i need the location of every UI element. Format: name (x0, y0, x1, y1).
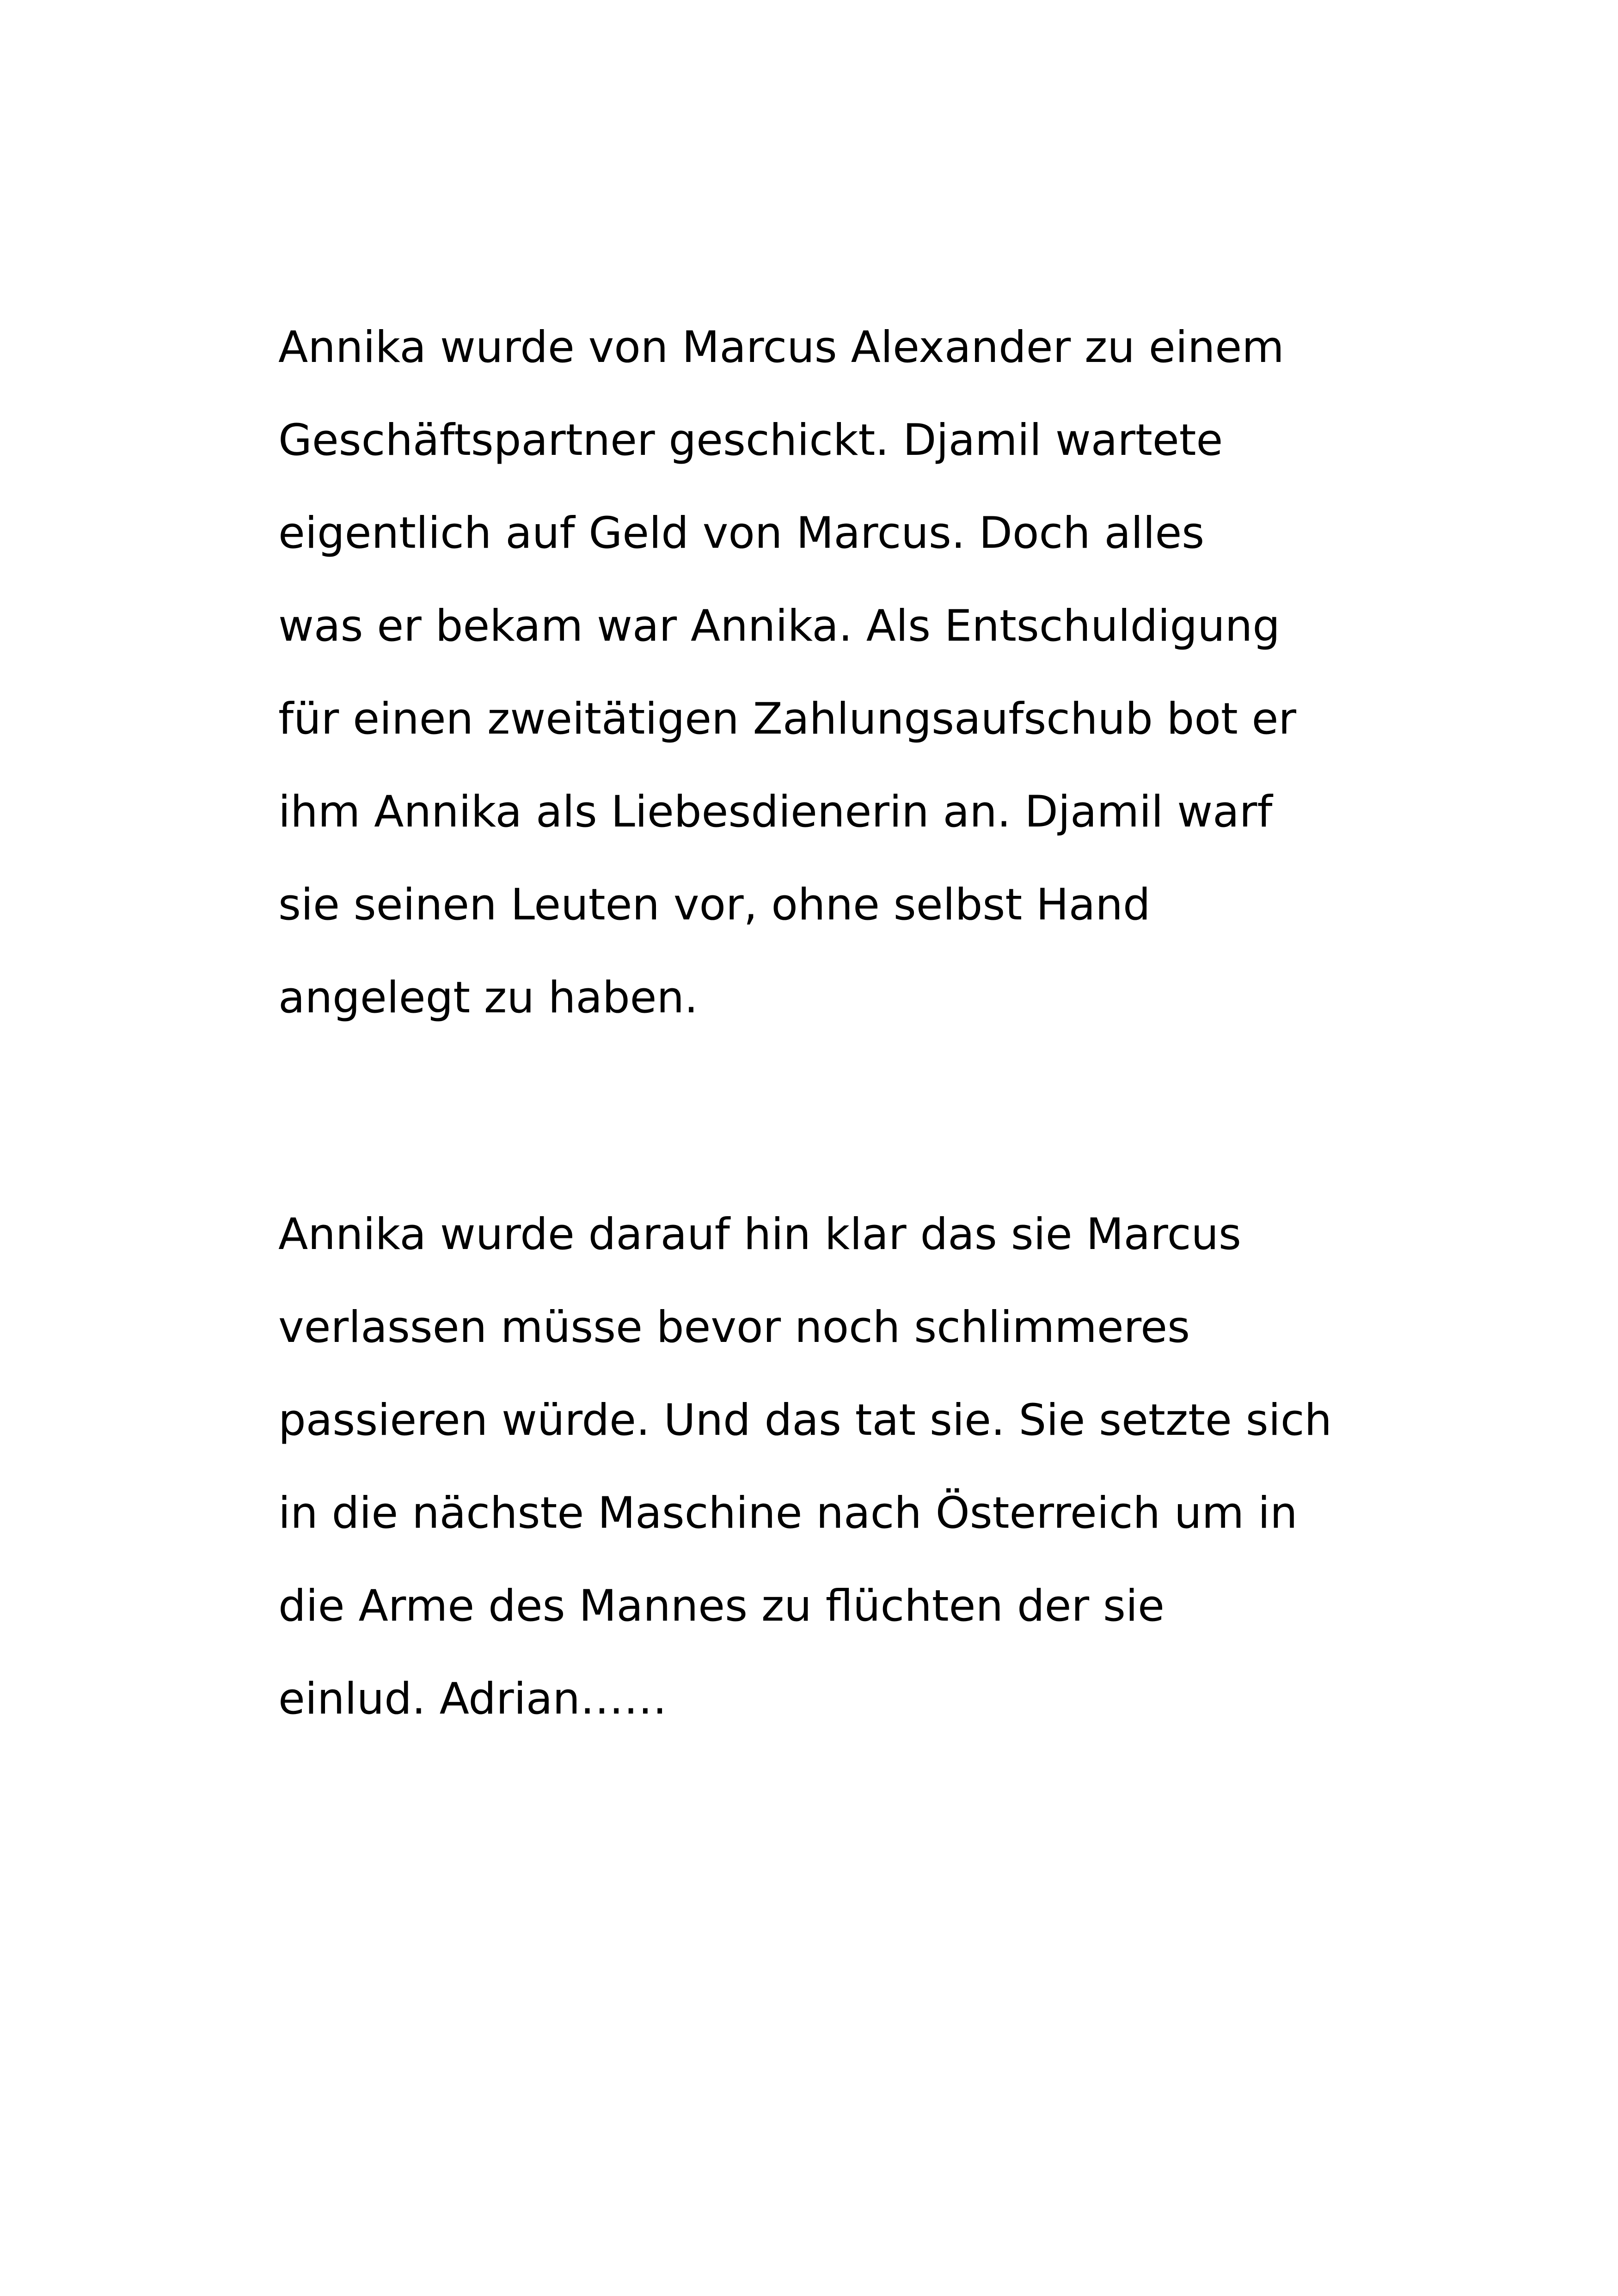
text-line: angelegt zu haben. (278, 973, 698, 1023)
text-line: Annika wurde darauf hin klar das sie Marcus (278, 1209, 1242, 1260)
text-line: eigentlich auf Geld von Marcus. Doch alles (278, 508, 1205, 558)
text-line: ihm Annika als Liebesdienerin an. Djamil warf (278, 787, 1273, 837)
text-line: Geschäftspartner geschickt. Djamil wartete (278, 415, 1223, 465)
text-line: die Arme des Mannes zu flüchten der sie (278, 1581, 1164, 1631)
text-line: einlud. Adrian…… (278, 1674, 667, 1724)
text-line: sie seinen Leuten vor, ohne selbst Hand (278, 880, 1151, 930)
paragraph-2 (278, 1188, 1388, 1745)
text-line: für einen zweitätigen Zahlungsaufschub bot er (278, 694, 1297, 744)
text-line: passieren würde. Und das tat sie. Sie setzte sich (278, 1395, 1332, 1445)
text-line: in die nächste Maschine nach Österreich um in (278, 1488, 1298, 1538)
text-line: verlassen müsse bevor noch schlimmeres (278, 1302, 1190, 1353)
text-line: was er bekam war Annika. Als Entschuldigung (278, 601, 1281, 651)
paragraph-1 (278, 301, 1388, 1044)
text-line: Annika wurde von Marcus Alexander zu einem (278, 322, 1284, 373)
